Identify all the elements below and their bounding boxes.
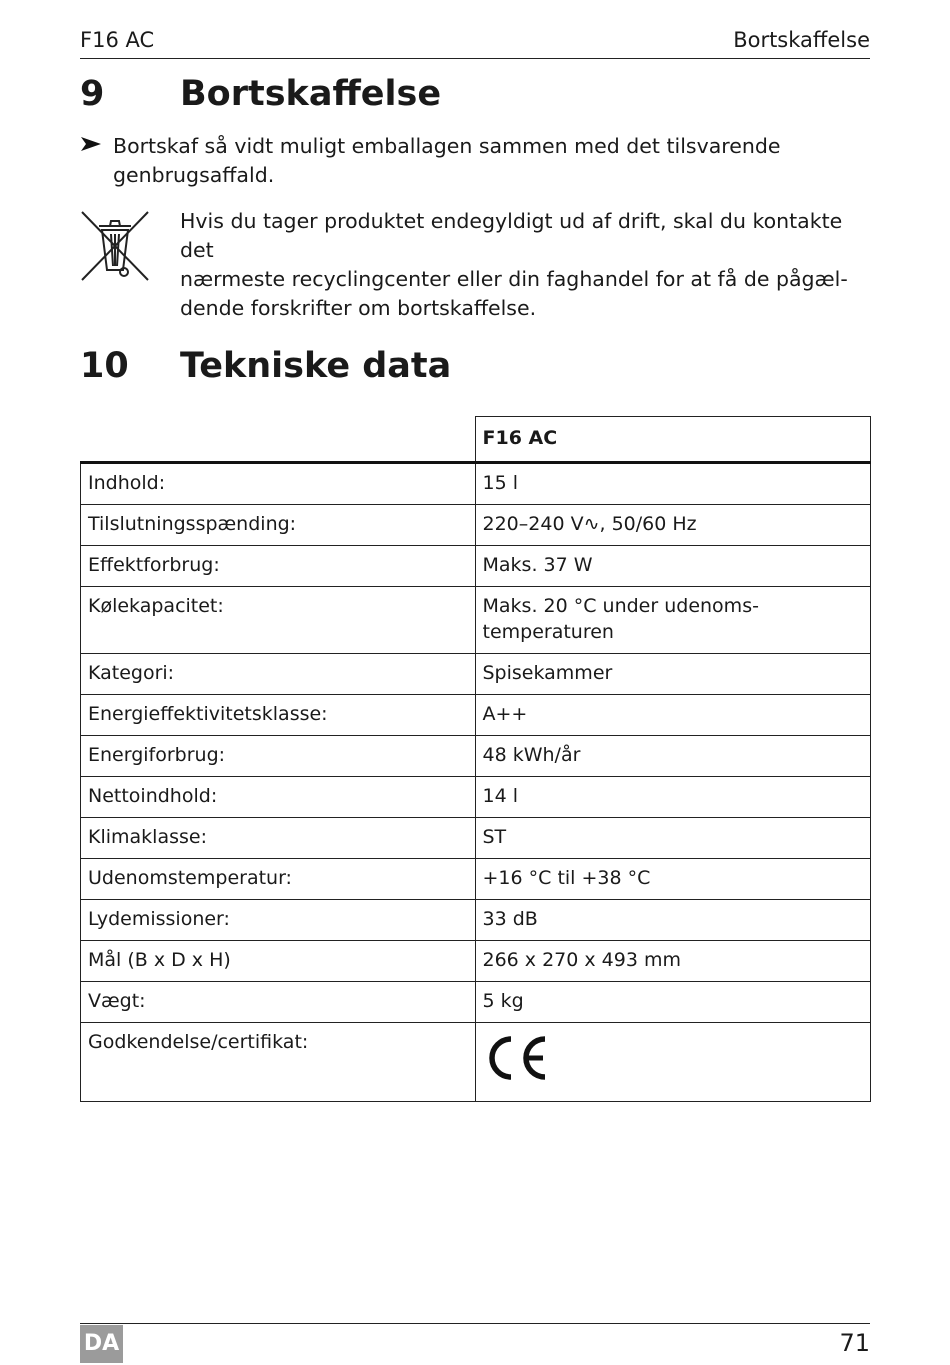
table-row	[81, 546, 871, 587]
disposal-instruction-line: genbrugsaffald.	[113, 163, 275, 187]
ce-mark-icon	[483, 1035, 549, 1088]
section-9-number: 9	[80, 74, 105, 114]
header-section: Bortskaffelse	[733, 28, 870, 52]
footer-rule	[80, 1323, 870, 1324]
table-row	[81, 505, 871, 546]
row-value: 15 l	[475, 463, 871, 505]
row-value	[475, 587, 871, 654]
row-label: Vægt:	[81, 982, 476, 1023]
page-header	[80, 28, 870, 59]
row-value: 5 kg	[475, 982, 871, 1023]
table-row	[81, 859, 871, 900]
row-value: +16 °C til +38 °C	[475, 859, 871, 900]
row-value: A++	[475, 695, 871, 736]
section-10-number: 10	[80, 346, 129, 386]
weee-text-line: nærmeste recyclingcenter eller din faghandel for at få de pågæl-	[180, 267, 848, 291]
page-number: 71	[839, 1329, 870, 1357]
row-label: Klimaklasse:	[81, 818, 476, 859]
table-row	[81, 777, 871, 818]
disposal-instruction	[113, 132, 780, 190]
row-label: Effektforbrug:	[81, 546, 476, 587]
disposal-instruction-line: Bortskaf så vidt muligt emballagen sammen med det tilsvarende	[113, 134, 781, 158]
row-label: Mål (B x D x H)	[81, 941, 476, 982]
header-model: F16 AC	[80, 28, 155, 52]
row-value-line: temperaturen	[482, 621, 614, 643]
table-row	[81, 1023, 871, 1102]
row-value: Maks. 37 W	[475, 546, 871, 587]
row-label: Kølekapacitet:	[81, 587, 476, 654]
weee-text-line: dende forskrifter om bortskaffelse.	[180, 296, 537, 320]
table-row	[81, 654, 871, 695]
table-row	[81, 818, 871, 859]
row-label: Energieffektivitetsklasse:	[81, 695, 476, 736]
row-label: Nettoindhold:	[81, 777, 476, 818]
table-row	[81, 695, 871, 736]
crossed-out-wheelie-bin-icon	[80, 210, 150, 282]
row-label: Indhold:	[81, 463, 476, 505]
row-label: Udenomstemperatur:	[81, 859, 476, 900]
row-label: Kategori:	[81, 654, 476, 695]
row-value: ST	[475, 818, 871, 859]
row-label: Energiforbrug:	[81, 736, 476, 777]
table-row	[81, 900, 871, 941]
row-value	[475, 1023, 871, 1102]
table-row	[81, 587, 871, 654]
table-row	[81, 982, 871, 1023]
arrow-bullet-icon	[80, 133, 102, 157]
section-10-title: Tekniske data	[180, 346, 452, 386]
row-value-line: Maks. 20 °C under udenoms-	[482, 595, 759, 617]
weee-disposal-text	[180, 207, 870, 323]
table-row	[81, 463, 871, 505]
row-value: Spisekammer	[475, 654, 871, 695]
row-value: 48 kWh/år	[475, 736, 871, 777]
row-label: Godkendelse/certifikat:	[81, 1023, 476, 1102]
table-header-row	[81, 417, 871, 463]
table-model-header: F16 AC	[475, 417, 871, 463]
table-row	[81, 736, 871, 777]
row-value: 220–240 V∿, 50/60 Hz	[475, 505, 871, 546]
weee-text-line: Hvis du tager produktet endegyldigt ud af drift, skal du kontakte det	[180, 209, 843, 262]
table-row	[81, 941, 871, 982]
row-label: Lydemissioner:	[81, 900, 476, 941]
row-value: 14 l	[475, 777, 871, 818]
row-label: Tilslutningsspænding:	[81, 505, 476, 546]
row-value: 266 x 270 x 493 mm	[475, 941, 871, 982]
table-header-empty-cell	[81, 417, 476, 463]
section-9-title: Bortskaffelse	[180, 74, 442, 114]
technical-data-table	[80, 416, 871, 1102]
row-value: 33 dB	[475, 900, 871, 941]
language-badge: DA	[80, 1325, 123, 1363]
